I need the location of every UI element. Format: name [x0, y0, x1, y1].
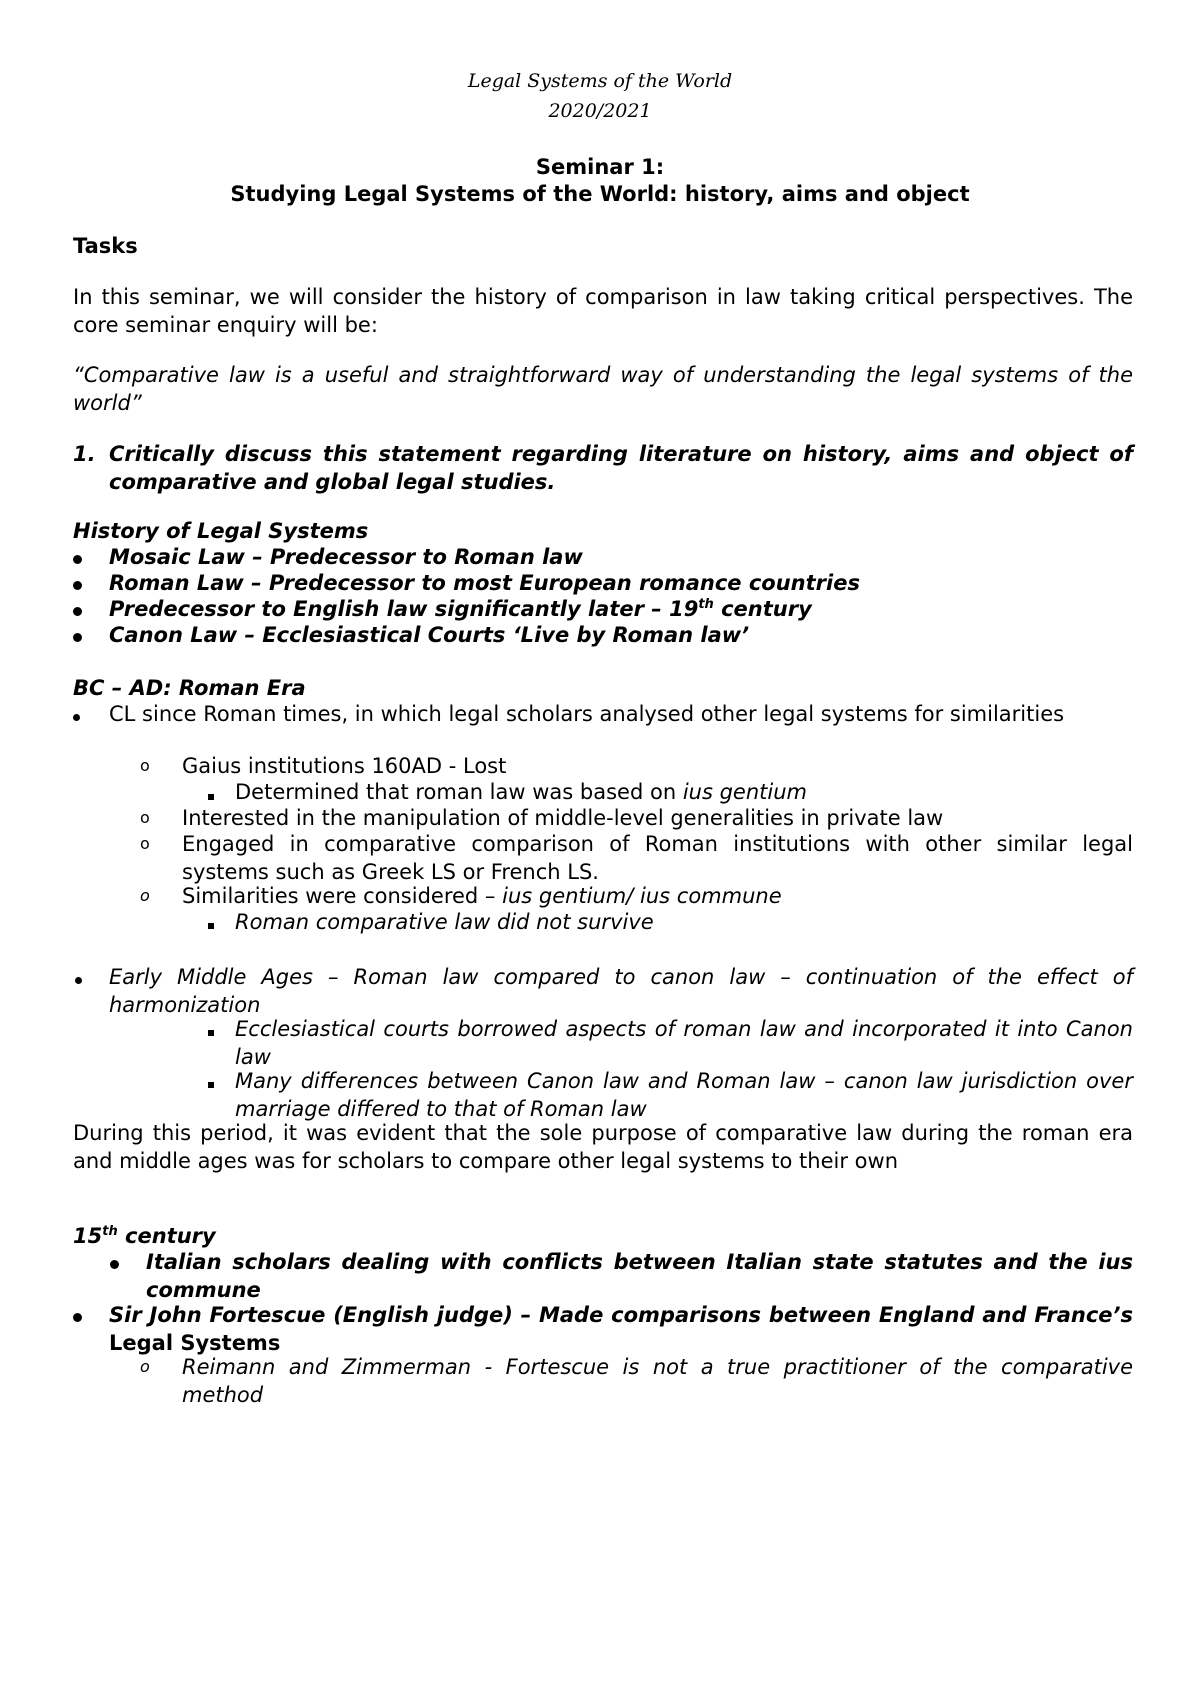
circle-bullet-icon: o	[140, 756, 150, 775]
list-item: Many differences between Canon law and Roman law – canon law jurisdiction over marriage differed to that of Roman law	[205, 1067, 1133, 1123]
bullet-icon	[73, 1313, 82, 1322]
list-item: Italian scholars dealing with conflicts between Italian state statutes and the ius commune	[110, 1248, 1133, 1304]
core-quote: “Comparative law is a useful and straightforward way of understanding the legal systems of the world”	[73, 363, 1133, 415]
square-bullet-icon	[208, 1030, 214, 1036]
tasks-intro: In this seminar, we will consider the history of comparison in law taking critical perspectives. The core seminar enquiry will be:	[73, 285, 1133, 337]
list-item: Ecclesiastical courts borrowed aspects of roman law and incorporated it into Canon law	[205, 1015, 1133, 1071]
tasks-heading: Tasks	[73, 234, 138, 258]
course-title: Legal Systems of the World	[467, 70, 733, 92]
circle-bullet-icon: o	[140, 886, 150, 905]
list-item: CL since Roman times, in which legal scholars analysed other legal systems for similarities	[73, 700, 1133, 728]
bullet-icon	[73, 714, 80, 721]
question-1	[73, 440, 1133, 496]
history-heading: History of Legal Systems	[73, 519, 369, 543]
roman-era-summary: During this period, it was evident that the sole purpose of comparative law during the roman era and middle ages was for scholars to compare other legal systems to their own	[73, 1121, 1133, 1173]
square-bullet-icon	[208, 1082, 214, 1088]
list-item: Early Middle Ages – Roman law compared to canon law – continuation of the effect of harmonization	[73, 963, 1133, 1019]
square-bullet-icon	[208, 794, 214, 800]
circle-bullet-icon: o	[140, 808, 150, 827]
question-number: 1.	[73, 442, 96, 466]
academic-year: 2020/2021	[548, 100, 652, 122]
square-bullet-icon	[208, 923, 214, 929]
fifteenth-century-heading: 15th century	[73, 1224, 216, 1248]
bullet-icon	[73, 607, 82, 616]
bullet-icon	[73, 581, 82, 590]
question-text: Critically discuss this statement regarding literature on history, aims and object of comparative and global legal studies.	[109, 442, 1133, 494]
bullet-icon	[110, 1260, 119, 1269]
document-page: Legal Systems of the World 2020/2021 Seminar 1: Studying Legal Systems of the World: history, aims and object Tasks In this seminar, we will consider the history of comparison in law taking critical perspectives. The core seminar enquiry will be: “Comparative law is a useful and straightforward way of understanding the legal systems of the world” 1. Critically discuss this statement regarding literature on history, aims and object of comparative and global legal studies. History of Legal Systems Mosaic Law – Predecessor to Roman law Roman Law – Predecessor to most European romance countries Predecessor to English law significantly later – 19th century Canon Law – Ecclesiastical Courts ‘Live by Roman law’ BC – AD: Roman Era CL since Roman times, in which legal scholars analysed other legal systems for similarities o Gaius institutions 160AD - Lost Determined that roman law was based on ius gentium o Interested in the manipulation of middle-level generalities in private law o Engaged in comparative comparison of Roman institutions with other similar legal systems such as Greek LS or French LS. o Similarities were considered – ius gentium/ ius commune Roman comparative law did not survive Early Middle Ages – Roman law compared to canon law – continuation of the effect of harmonization Ecclesiastical courts borrowed aspects of roman law and incorporated it into Canon law Many differences between Canon law and Roman law – canon law jurisdiction over marriage differed to that of Roman law During this period, it was evident that the sole purpose of comparative law during the roman era and middle ages was for scholars to compare other legal systems to their own 15th century Italian scholars dealing with conflicts between Italian state statutes and the ius commune Sir John Fortescue (English judge) – Made comparisons between England and France’s Legal Systems o Reimann and Zimmerman - Fortescue is not a true practitioner of the comparative method	[0, 0, 1200, 1698]
bullet-icon	[73, 633, 82, 642]
roman-era-heading: BC – AD: Roman Era	[73, 676, 306, 700]
circle-bullet-icon: o	[140, 834, 150, 853]
list-item: Sir John Fortescue (English judge) – Made comparisons between England and France’s Legal Systems	[73, 1301, 1133, 1357]
bullet-icon	[73, 555, 82, 564]
seminar-title: Studying Legal Systems of the World: history, aims and object	[230, 182, 970, 206]
bullet-icon	[75, 977, 82, 984]
list-item: o Reimann and Zimmerman - Fortescue is not a true practitioner of the comparative method	[140, 1355, 1133, 1407]
circle-bullet-icon: o	[140, 1357, 150, 1376]
list-item: o Engaged in comparative comparison of Roman institutions with other similar legal systems such as Greek LS or French LS.	[140, 832, 1133, 884]
seminar-number: Seminar 1:	[535, 155, 665, 179]
